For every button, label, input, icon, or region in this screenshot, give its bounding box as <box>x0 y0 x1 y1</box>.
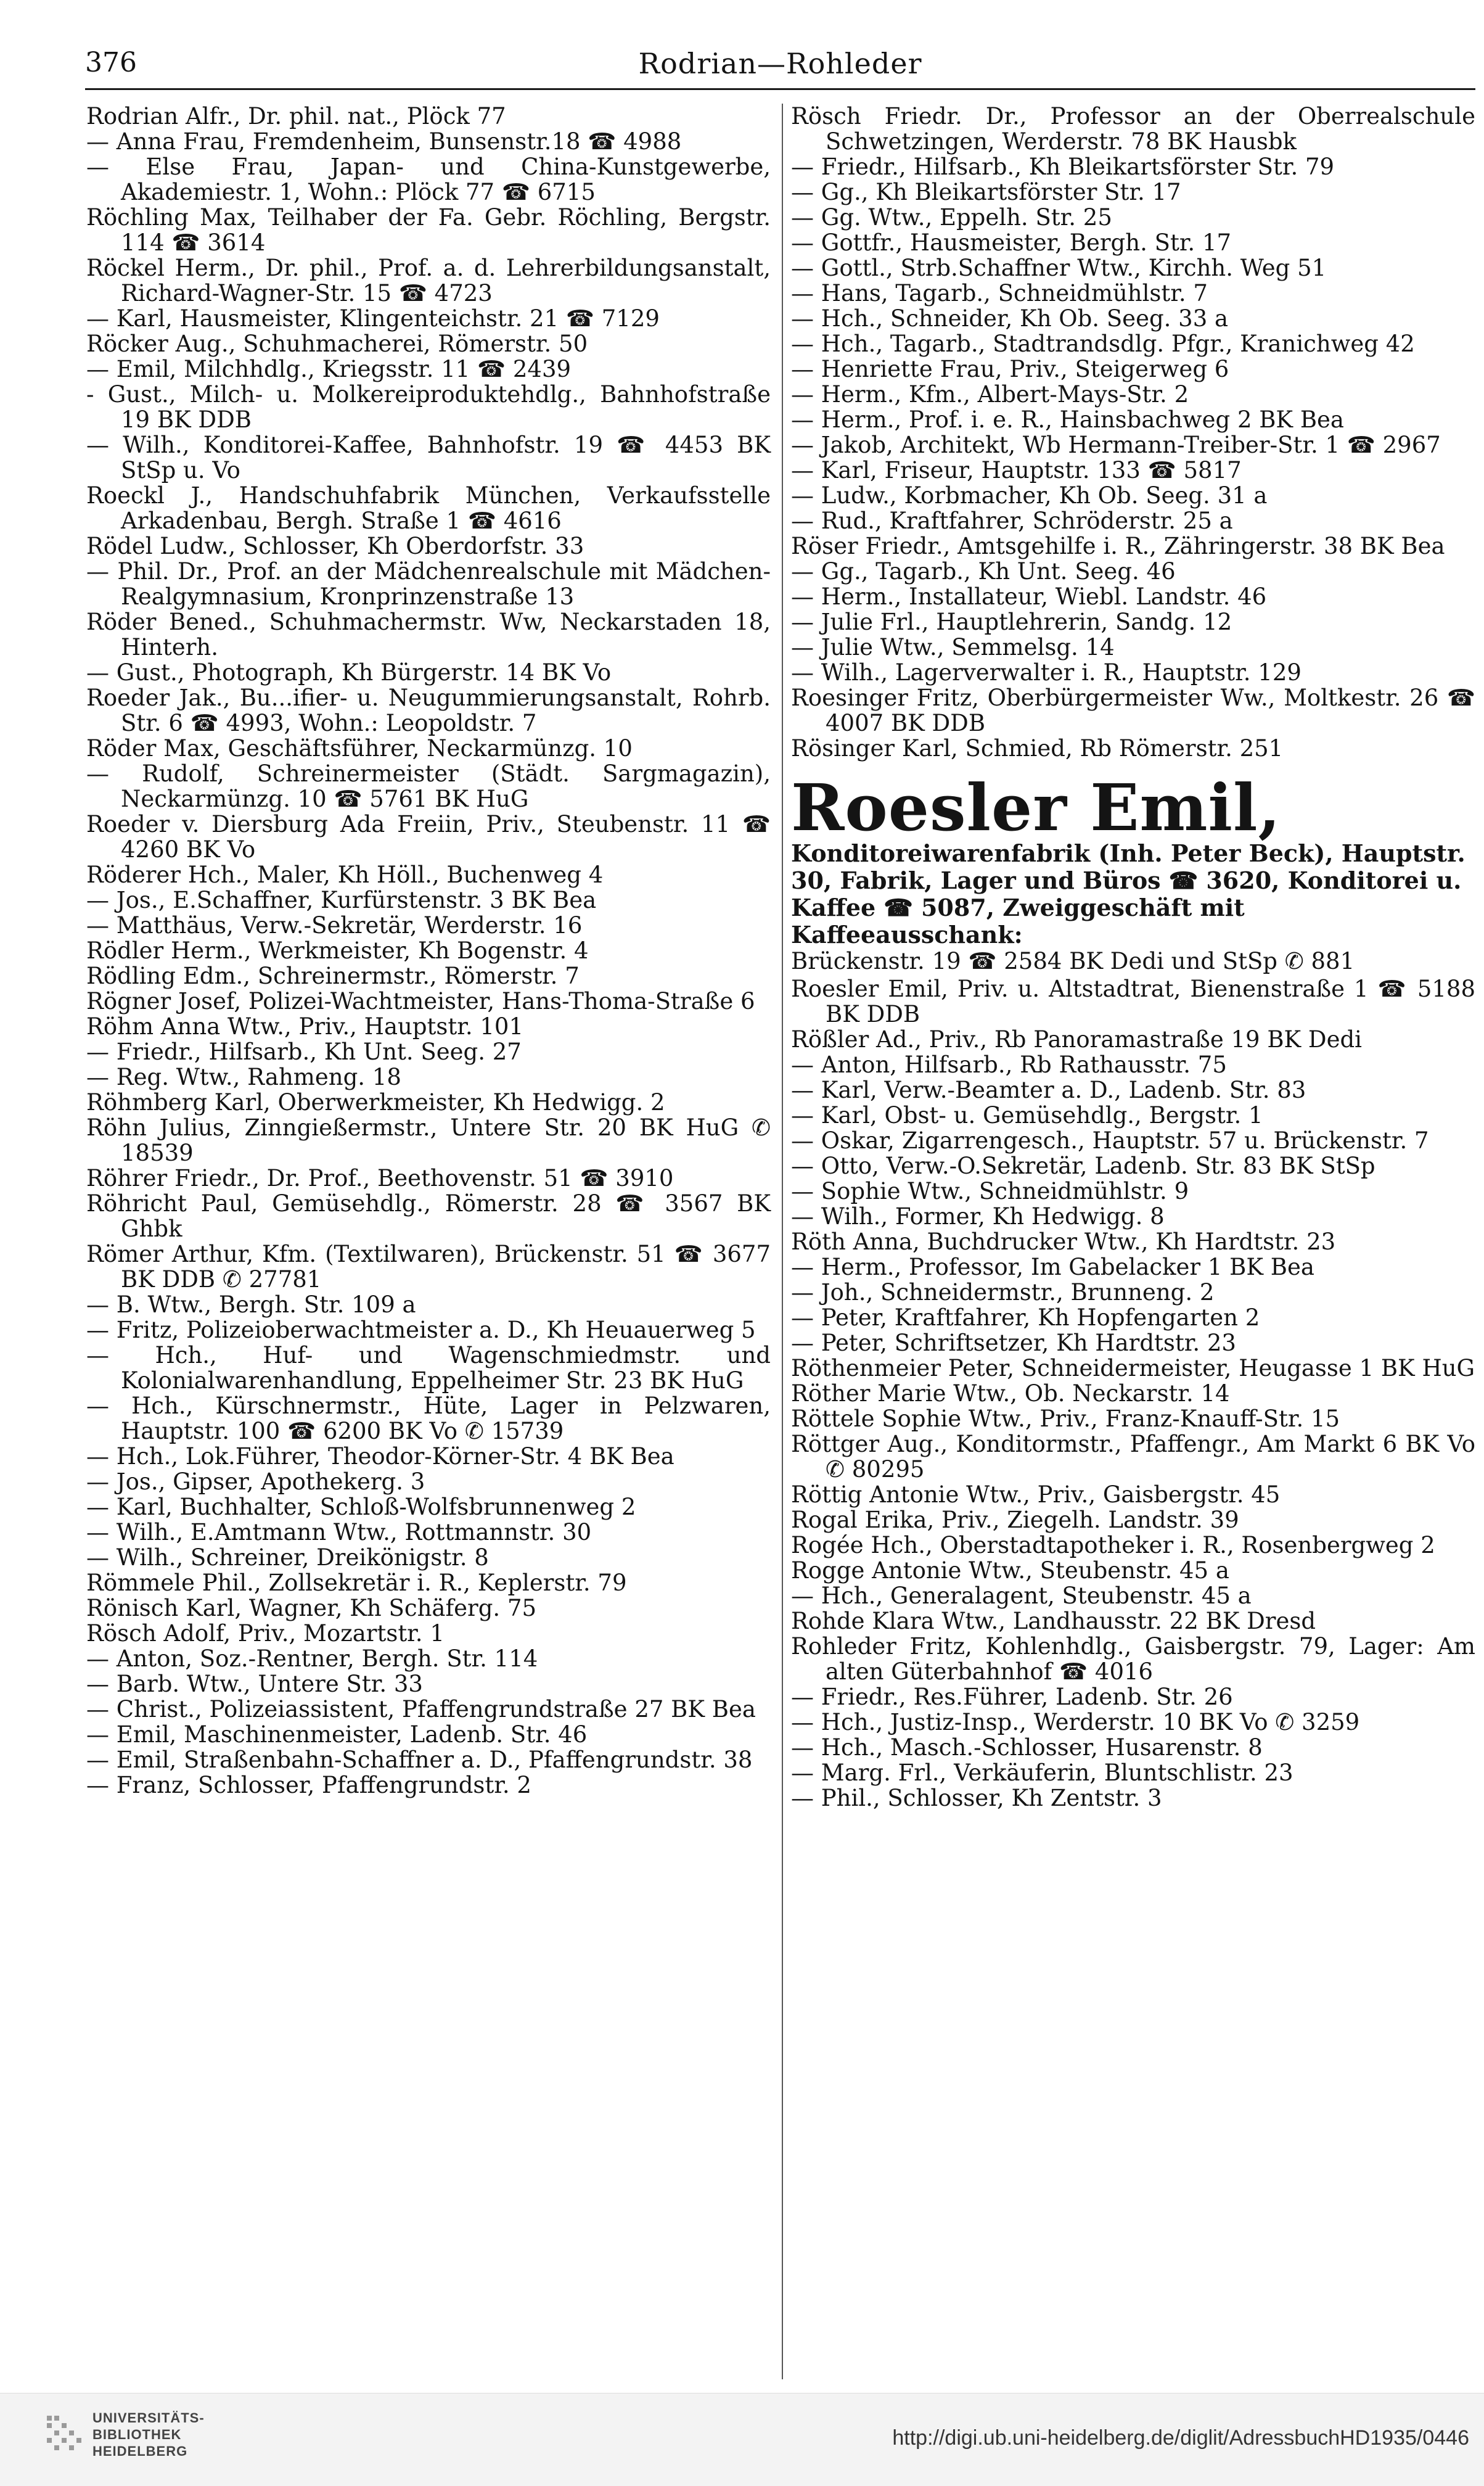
right-column-top-entries <box>791 104 1475 761</box>
featured-entry-continuation: Brückenstr. 19 ☎ 2584 BK Dedi und StSp ✆ 881 <box>791 948 1355 974</box>
library-line-1: UNIVERSITÄTS- <box>92 2410 205 2426</box>
directory-entry: — Herm., Installateur, Wiebl. Landstr. 46 <box>791 583 1267 610</box>
directory-entry: — Friedr., Hilfsarb., Kh Unt. Seeg. 27 <box>86 1039 522 1065</box>
directory-entry: — Marg. Frl., Verkäuferin, Bluntschlistr. 23 <box>791 1760 1293 1786</box>
directory-entry: — Phil. Dr., Prof. an der Mädchenrealschule mit Mädchen-Realgymnasium, Kronprinzenstraße 13 <box>86 558 771 610</box>
directory-entry: Roeder Jak., Bu...ifier- u. Neugummierungsanstalt, Rohrb. Str. 6 ☎ 4993, Wohn.: Leopoldstr. 7 <box>86 685 771 736</box>
directory-entry: — Gottl., Strb.Schaffner Wtw., Kirchh. Weg 51 <box>791 255 1327 281</box>
library-name <box>92 2410 205 2459</box>
directory-entry: — Barb. Wtw., Untere Str. 33 <box>86 1671 423 1697</box>
directory-entry: — Karl, Friseur, Hauptstr. 133 ☎ 5817 <box>791 457 1242 484</box>
directory-entry: — Franz, Schlosser, Pfaffengrundstr. 2 <box>86 1772 531 1798</box>
directory-entry: — Hch., Masch.-Schlosser, Husarenstr. 8 <box>791 1734 1263 1761</box>
directory-entry: Rögner Josef, Polizei-Wachtmeister, Hans-Thoma-Straße 6 <box>86 988 755 1015</box>
left-column <box>86 104 771 1798</box>
directory-entry: — Fritz, Polizeioberwachtmeister a. D., Kh Heuauerweg 5 <box>86 1317 756 1343</box>
directory-entry: — Julie Frl., Hauptlehrerin, Sandg. 12 <box>791 609 1232 635</box>
directory-entry: Rohde Klara Wtw., Landhausstr. 22 BK Dresd <box>791 1608 1316 1634</box>
directory-entry: — Christ., Polizeiassistent, Pfaffengrundstraße 27 BK Bea <box>86 1696 756 1723</box>
directory-entry: Roesinger Fritz, Oberbürgermeister Ww., Moltkestr. 26 ☎ 4007 BK DDB <box>791 685 1475 736</box>
directory-entry: — Wilh., Schreiner, Dreikönigstr. 8 <box>86 1544 489 1571</box>
directory-entry: Röckel Herm., Dr. phil., Prof. a. d. Lehrerbildungsanstalt, Richard-Wagner-Str. 15 ☎ 4723 <box>86 255 771 307</box>
directory-entry: — Jakob, Architekt, Wb Hermann-Treiber-Str. 1 ☎ 2967 <box>791 432 1441 458</box>
directory-entry: Röser Friedr., Amtsgehilfe i. R., Zähringerstr. 38 BK Bea <box>791 533 1445 559</box>
directory-entry: — Jos., Gipser, Apothekerg. 3 <box>86 1468 425 1495</box>
directory-entry: — Herm., Prof. i. e. R., Hainsbachweg 2 BK Bea <box>791 406 1344 433</box>
directory-entry: Roesler Emil, Priv. u. Altstadtrat, Bienenstraße 1 ☎ 5188 BK DDB <box>791 976 1475 1027</box>
directory-entry: — Herm., Professor, Im Gabelacker 1 BK Bea <box>791 1254 1314 1280</box>
right-column-bottom-entries <box>791 976 1475 1811</box>
directory-entry: Röthenmeier Peter, Schneidermeister, Heugasse 1 BK HuG <box>791 1355 1475 1381</box>
directory-entry: Rösch Adolf, Priv., Mozartstr. 1 <box>86 1620 445 1647</box>
library-line-3: HEIDELBERG <box>92 2443 188 2459</box>
directory-entry: Roeder v. Diersburg Ada Freiin, Priv., Steubenstr. 11 ☎ 4260 BK Vo <box>86 811 771 863</box>
directory-entry: — Joh., Schneidermstr., Brunneng. 2 <box>791 1279 1215 1306</box>
directory-entry: — Wilh., Lagerverwalter i. R., Hauptstr. 129 <box>791 659 1302 686</box>
directory-entry: Röttele Sophie Wtw., Priv., Franz-Knauff-Str. 15 <box>791 1406 1340 1432</box>
directory-entry: — Emil, Straßenbahn-Schaffner a. D., Pfaffengrundstr. 38 <box>86 1747 753 1773</box>
directory-entry: Rößler Ad., Priv., Rb Panoramastraße 19 BK Dedi <box>791 1026 1363 1053</box>
directory-entry: — Ludw., Korbmacher, Kh Ob. Seeg. 31 a <box>791 482 1268 509</box>
directory-entry: — Gottfr., Hausmeister, Bergh. Str. 17 <box>791 229 1232 256</box>
directory-entry: — Karl, Verw.-Beamter a. D., Ladenb. Str. 83 <box>791 1077 1306 1103</box>
featured-entry-name: Roesler Emil, <box>791 770 1281 846</box>
directory-entry: Rogge Antonie Wtw., Steubenstr. 45 a <box>791 1557 1229 1584</box>
directory-entry: — Rudolf, Schreinermeister (Städt. Sargmagazin), Neckarmünzg. 10 ☎ 5761 BK HuG <box>86 760 771 812</box>
column-divider <box>782 104 783 2379</box>
directory-entry: — Hch., Lok.Führer, Theodor-Körner-Str. 4 BK Bea <box>86 1443 674 1470</box>
page-number: 376 <box>85 47 137 78</box>
featured-entry-text: Konditoreiwarenfabrik (Inh. Peter Beck), Hauptstr. 30, Fabrik, Lager und Büros ☎ 3620, Konditorei u. Kaffee ☎ 5087, Zweiggeschäft mit Kaffeeausschank: <box>791 839 1466 949</box>
directory-entry: — Gust., Photograph, Kh Bürgerstr. 14 BK Vo <box>86 659 612 686</box>
directory-entry: — Wilh., Former, Kh Hedwigg. 8 <box>791 1203 1165 1230</box>
directory-entry: — Henriette Frau, Priv., Steigerweg 6 <box>791 356 1229 382</box>
directory-entry: — Friedr., Hilfsarb., Kh Bleikartsförster Str. 79 <box>791 154 1335 180</box>
directory-entry: Rohleder Fritz, Kohlenhdlg., Gaisbergstr. 79, Lager: Am alten Güterbahnhof ☎ 4016 <box>791 1633 1475 1685</box>
directory-entry: — Wilh., E.Amtmann Wtw., Rottmannstr. 30 <box>86 1519 592 1546</box>
directory-entry: — Karl, Buchhalter, Schloß-Wolfsbrunnenweg 2 <box>86 1494 636 1520</box>
directory-entry: — Rud., Kraftfahrer, Schröderstr. 25 a <box>791 508 1233 534</box>
directory-entry: — Peter, Kraftfahrer, Kh Hopfengarten 2 <box>791 1304 1260 1331</box>
directory-entry: — Emil, Maschinenmeister, Ladenb. Str. 46 <box>86 1721 588 1748</box>
directory-entry: — Friedr., Res.Führer, Ladenb. Str. 26 <box>791 1684 1233 1710</box>
directory-entry: Röhrer Friedr., Dr. Prof., Beethovenstr. 51 ☎ 3910 <box>86 1165 674 1192</box>
directory-entry: Röder Bened., Schuhmachermstr. Ww, Neckarstaden 18, Hinterh. <box>86 609 771 661</box>
library-line-2: BIBLIOTHEK <box>92 2427 182 2442</box>
directory-entry: Römmele Phil., Zollsekretär i. R., Keplerstr. 79 <box>86 1570 627 1596</box>
directory-entry: Rogal Erika, Priv., Ziegelh. Landstr. 39 <box>791 1507 1239 1533</box>
featured-entry-roesler-emil <box>791 770 1475 974</box>
university-library-logo-icon <box>44 2413 84 2453</box>
directory-entry: — Oskar, Zigarrengesch., Hauptstr. 57 u. Brückenstr. 7 <box>791 1127 1429 1154</box>
directory-entry: - Gust., Milch- u. Molkereiproduktehdlg., Bahnhofstraße 19 BK DDB <box>86 381 771 433</box>
directory-entry: — Hch., Generalagent, Steubenstr. 45 a <box>791 1583 1252 1609</box>
directory-entry: — Hch., Schneider, Kh Ob. Seeg. 33 a <box>791 305 1229 332</box>
directory-entry: — Sophie Wtw., Schneidmühlstr. 9 <box>791 1178 1189 1204</box>
directory-entry: Röhricht Paul, Gemüsehdlg., Römerstr. 28 ☎ 3567 BK Ghbk <box>86 1190 771 1242</box>
directory-entry: — Hch., Tagarb., Stadtrandsdlg. Pfgr., Kranichweg 42 <box>791 331 1415 357</box>
directory-entry: — Anton, Soz.-Rentner, Bergh. Str. 114 <box>86 1645 538 1672</box>
directory-entry: Röhm Anna Wtw., Priv., Hauptstr. 101 <box>86 1013 524 1040</box>
directory-entry: — Anton, Hilfsarb., Rb Rathausstr. 75 <box>791 1052 1227 1078</box>
directory-entry: — Gg. Wtw., Eppelh. Str. 25 <box>791 204 1112 231</box>
directory-entry: — Hch., Justiz-Insp., Werderstr. 10 BK Vo ✆ 3259 <box>791 1709 1360 1735</box>
directory-entry: — Karl, Obst- u. Gemüsehdlg., Bergstr. 1 <box>791 1102 1263 1129</box>
directory-entry: — Anna Frau, Fremdenheim, Bunsenstr.18 ☎ 4988 <box>86 128 682 155</box>
directory-entry: Röhmberg Karl, Oberwerkmeister, Kh Hedwigg. 2 <box>86 1089 665 1116</box>
directory-entry: — Herm., Kfm., Albert-Mays-Str. 2 <box>791 381 1189 408</box>
directory-entry: Rödler Herm., Werkmeister, Kh Bogenstr. 4 <box>86 937 589 964</box>
directory-entry: Rönisch Karl, Wagner, Kh Schäferg. 75 <box>86 1595 537 1621</box>
directory-entry: — Reg. Wtw., Rahmeng. 18 <box>86 1064 401 1090</box>
directory-entry: — Gg., Kh Bleikartsförster Str. 17 <box>791 179 1181 205</box>
directory-entry: Röhn Julius, Zinngießermstr., Untere Str. 20 BK HuG ✆ 18539 <box>86 1114 771 1166</box>
directory-entry: Rösinger Karl, Schmied, Rb Römerstr. 251 <box>791 735 1284 762</box>
directory-entry: — Emil, Milchhdlg., Kriegsstr. 11 ☎ 2439 <box>86 356 572 382</box>
directory-entry: — B. Wtw., Bergh. Str. 109 a <box>86 1291 416 1318</box>
running-title: Rodrian—Rohleder <box>638 47 922 80</box>
directory-entry: Röttger Aug., Konditormstr., Pfaffengr., Am Markt 6 BK Vo ✆ 80295 <box>791 1431 1475 1483</box>
right-column <box>791 104 1475 1811</box>
directory-entry: Rödling Edm., Schreinermstr., Römerstr. 7 <box>86 963 580 989</box>
directory-entry: — Matthäus, Verw.-Sekretär, Werderstr. 16 <box>86 912 583 939</box>
directory-entry: Römer Arthur, Kfm. (Textilwaren), Brückenstr. 51 ☎ 3677 BK DDB ✆ 27781 <box>86 1241 771 1293</box>
directory-entry: Röth Anna, Buchdrucker Wtw., Kh Hardtstr. 23 <box>791 1229 1336 1255</box>
directory-entry: Röcker Aug., Schuhmacherei, Römerstr. 50 <box>86 331 588 357</box>
directory-entry: Röther Marie Wtw., Ob. Neckarstr. 14 <box>791 1380 1230 1407</box>
page-header <box>85 43 1475 90</box>
directory-entry: Röttig Antonie Wtw., Priv., Gaisbergstr. 45 <box>791 1481 1281 1508</box>
directory-entry: Röderer Hch., Maler, Kh Höll., Buchenweg 4 <box>86 862 604 888</box>
directory-entry: — Hch., Kürschnermstr., Hüte, Lager in Pelzwaren, Hauptstr. 100 ☎ 6200 BK Vo ✆ 15739 <box>86 1393 771 1444</box>
directory-entry: — Jos., E.Schaffner, Kurfürstenstr. 3 BK Bea <box>86 887 597 913</box>
source-url-link[interactable]: http://digi.ub.uni-heidelberg.de/diglit/AdressbuchHD1935/0446 <box>892 2426 1469 2450</box>
directory-entry: — Hch., Huf- und Wagenschmiedmstr. und Kolonialwarenhandlung, Eppelheimer Str. 23 BK HuG <box>86 1342 771 1394</box>
directory-entry: — Wilh., Konditorei-Kaffee, Bahnhofstr. 19 ☎ 4453 BK StSp u. Vo <box>86 432 771 484</box>
directory-entry: — Phil., Schlosser, Kh Zentstr. 3 <box>791 1785 1162 1811</box>
directory-entry: Rogée Hch., Oberstadtapotheker i. R., Rosenbergweg 2 <box>791 1532 1435 1558</box>
directory-entry: — Otto, Verw.-O.Sekretär, Ladenb. Str. 83 BK StSp <box>791 1153 1375 1179</box>
header-rule <box>85 88 1475 90</box>
directory-entry: Rödel Ludw., Schlosser, Kh Oberdorfstr. 33 <box>86 533 584 559</box>
directory-entry: — Julie Wtw., Semmelsg. 14 <box>791 634 1115 661</box>
directory-entry: — Peter, Schriftsetzer, Kh Hardtstr. 23 <box>791 1330 1236 1356</box>
directory-entry: Roeckl J., Handschuhfabrik München, Verkaufsstelle Arkadenbau, Bergh. Straße 1 ☎ 4616 <box>86 482 771 534</box>
directory-entry: — Hans, Tagarb., Schneidmühlstr. 7 <box>791 280 1208 307</box>
directory-entry: — Gg., Tagarb., Kh Unt. Seeg. 46 <box>791 558 1176 585</box>
directory-entry: Rodrian Alfr., Dr. phil. nat., Plöck 77 <box>86 103 506 130</box>
directory-entry: Röchling Max, Teilhaber der Fa. Gebr. Röchling, Bergstr. 114 ☎ 3614 <box>86 204 771 256</box>
directory-entry: — Else Frau, Japan- und China-Kunstgewerbe, Akademiestr. 1, Wohn.: Plöck 77 ☎ 6715 <box>86 154 771 205</box>
directory-entry: Rösch Friedr. Dr., Professor an der Oberrealschule Schwetzingen, Werderstr. 78 BK Hausbk <box>791 103 1475 155</box>
directory-entry: — Karl, Hausmeister, Klingenteichstr. 21 ☎ 7129 <box>86 305 660 332</box>
directory-entry: Röder Max, Geschäftsführer, Neckarmünzg. 10 <box>86 735 633 762</box>
